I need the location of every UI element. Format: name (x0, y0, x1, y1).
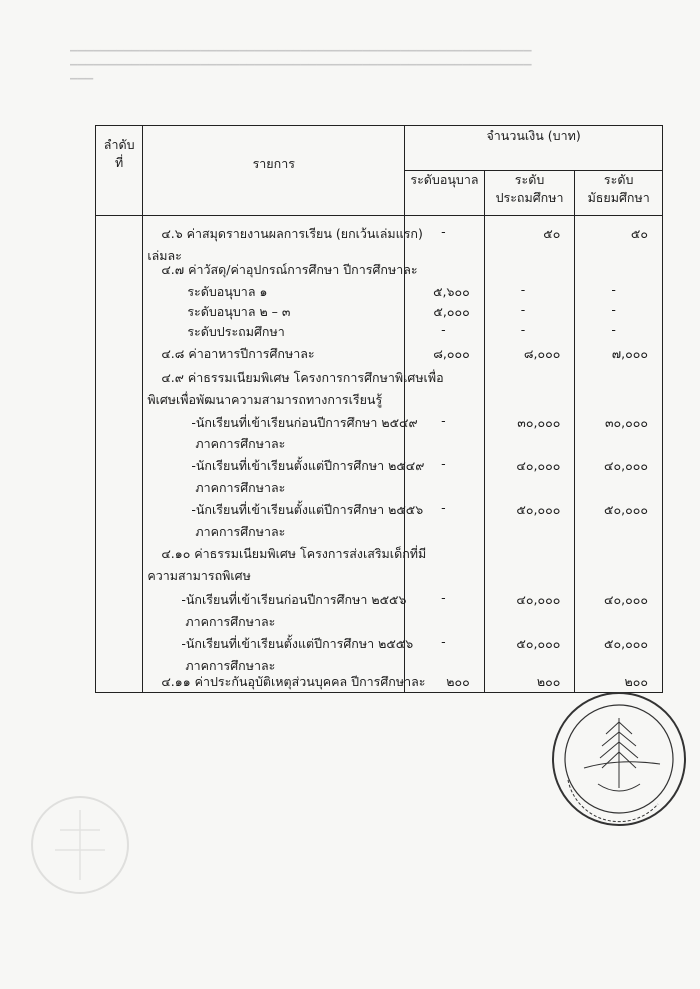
header-kindergarten-label: ระดับอนุบาล (410, 172, 479, 187)
amount-primary: ๓๐,๐๐๐ (517, 415, 561, 430)
header-amount (405, 126, 663, 171)
header-amount-label: จำนวนเงิน (บาท) (486, 128, 581, 143)
amount-secondary: ๔๐,๐๐๐ (604, 458, 648, 473)
amount-kindergarten: - (441, 413, 446, 428)
item-line: ภาคการศึกษาละ (195, 436, 286, 451)
amount-primary: ๘,๐๐๐ (523, 346, 561, 361)
amount-kindergarten: - (441, 634, 446, 649)
item-line: ภาคการศึกษาละ (195, 480, 286, 495)
amount-primary: ๔๐,๐๐๐ (516, 458, 561, 473)
order-cell (96, 216, 143, 693)
amount-secondary: ๕๐,๐๐๐ (604, 636, 648, 651)
header-primary-label: ระดับ ประถมศึกษา (495, 172, 564, 205)
amount-kindergarten: - (441, 224, 446, 239)
item-line: ๔.๗ ค่าวัสดุ/ค่าอุปกรณ์การศึกษา ปีการศึกษาละ (161, 262, 418, 277)
bleed-through-text: ▁▁▁▁▁▁▁▁▁▁▁▁▁▁▁▁▁▁▁▁▁▁▁▁▁▁▁▁▁▁▁▁▁▁▁▁▁▁▁▁▁▁▁▁▁▁▁▁▁▁▁▁▁▁▁▁▁▁▁▁ ▁▁▁▁▁▁▁▁▁▁▁▁▁▁▁▁▁▁▁▁▁▁▁▁▁▁▁▁▁▁▁▁▁▁▁▁▁▁▁▁▁▁▁▁▁▁▁▁▁▁▁▁▁▁▁▁▁▁▁▁ ▁▁▁ (70, 41, 532, 80)
header-order (96, 126, 143, 216)
amount-primary: ๒๐๐ (536, 674, 561, 689)
amount-secondary: ๓๐,๐๐๐ (604, 415, 648, 430)
amount-secondary: - (611, 322, 616, 337)
amount-kindergarten: - (441, 456, 446, 471)
header-secondary (575, 171, 663, 216)
amount-kindergarten: ๕,๐๐๐ (433, 304, 470, 319)
amount-primary: - (520, 282, 526, 297)
item-line: ๔.๑๐ ค่าธรรมเนียมพิเศษ โครงการส่งเสริมเด็กที่มี (161, 546, 427, 561)
amount-secondary: - (611, 282, 616, 297)
amount-kindergarten: - (441, 322, 446, 337)
header-primary (484, 171, 575, 216)
items-cell (143, 216, 444, 693)
item-line: ๔.๖ ค่าสมุดรายงานผลการเรียน (ยกเว้นเล่มแรก) (161, 226, 423, 241)
item-line: ๔.๑๑ ค่าประกันอุบัติเหตุส่วนบุคคล ปีการศึกษาละ (161, 674, 426, 689)
header-secondary-label: ระดับ มัธยมศึกษา (587, 172, 650, 205)
item-line: -นักเรียนที่เข้าเรียนตั้งแต่ปีการศึกษา ๒๕๕๖ (181, 636, 414, 651)
amount-primary: ๔๐,๐๐๐ (516, 592, 561, 607)
item-line: ระดับอนุบาล ๑ (187, 284, 268, 299)
amount-primary: - (520, 302, 526, 317)
amount-secondary: - (611, 302, 616, 317)
item-line: เล่มละ (147, 248, 182, 263)
amount-kindergarten: - (441, 500, 446, 515)
secondary-column (575, 216, 663, 693)
item-line: ๔.๘ ค่าอาหารปีการศึกษาละ (161, 346, 315, 361)
item-line: พิเศษเพื่อพัฒนาความสามารถทางการเรียนรู้ (147, 392, 383, 407)
header-order-label: ลำดับ ที่ (103, 137, 135, 170)
amount-secondary: ๗,๐๐๐ (611, 346, 648, 361)
item-line: -นักเรียนที่เข้าเรียนก่อนปีการศึกษา ๒๕๕๖ (181, 592, 407, 607)
fee-table (95, 125, 663, 693)
amount-kindergarten: ๘,๐๐๐ (433, 346, 470, 361)
header-item-label: รายการ (252, 156, 295, 171)
item-line: -นักเรียนที่เข้าเรียนตั้งแต่ปีการศึกษา ๒๕๔๙ (191, 458, 425, 473)
kindergarten-column (405, 216, 485, 693)
item-line: ๔.๙ ค่าธรรมเนียมพิเศษ โครงการการศึกษาพิเศษเพื่อ (161, 370, 444, 385)
amount-primary: ๕๐ (543, 226, 561, 241)
item-line: ภาคการศึกษาละ (195, 524, 286, 539)
official-seal-icon (548, 688, 690, 830)
amount-primary: ๕๐,๐๐๐ (516, 502, 561, 517)
amount-secondary: ๕๐ (630, 226, 648, 241)
item-line: ภาคการศึกษาละ (185, 658, 276, 673)
amount-primary: - (520, 322, 526, 337)
amount-primary: ๕๐,๐๐๐ (516, 636, 561, 651)
primary-column (484, 216, 575, 693)
faded-stamp-icon (20, 790, 140, 900)
header-item (143, 126, 405, 216)
item-line: ภาคการศึกษาละ (185, 614, 276, 629)
item-line: ระดับอนุบาล ๒ – ๓ (187, 304, 291, 319)
header-kindergarten (405, 171, 485, 216)
amount-kindergarten: - (441, 590, 446, 605)
item-line: ระดับประถมศึกษา (187, 324, 285, 339)
item-line: -นักเรียนที่เข้าเรียนตั้งแต่ปีการศึกษา ๒๕๕๖ (191, 502, 424, 517)
amount-secondary: ๒๐๐ (624, 674, 648, 689)
amount-secondary: ๕๐,๐๐๐ (604, 502, 648, 517)
amount-secondary: ๔๐,๐๐๐ (604, 592, 648, 607)
amount-kindergarten: ๒๐๐ (446, 674, 470, 689)
amount-kindergarten: ๕,๖๐๐ (433, 284, 470, 299)
item-line: -นักเรียนที่เข้าเรียนก่อนปีการศึกษา ๒๕๔๙ (191, 415, 418, 430)
item-line: ความสามารถพิเศษ (147, 568, 251, 583)
